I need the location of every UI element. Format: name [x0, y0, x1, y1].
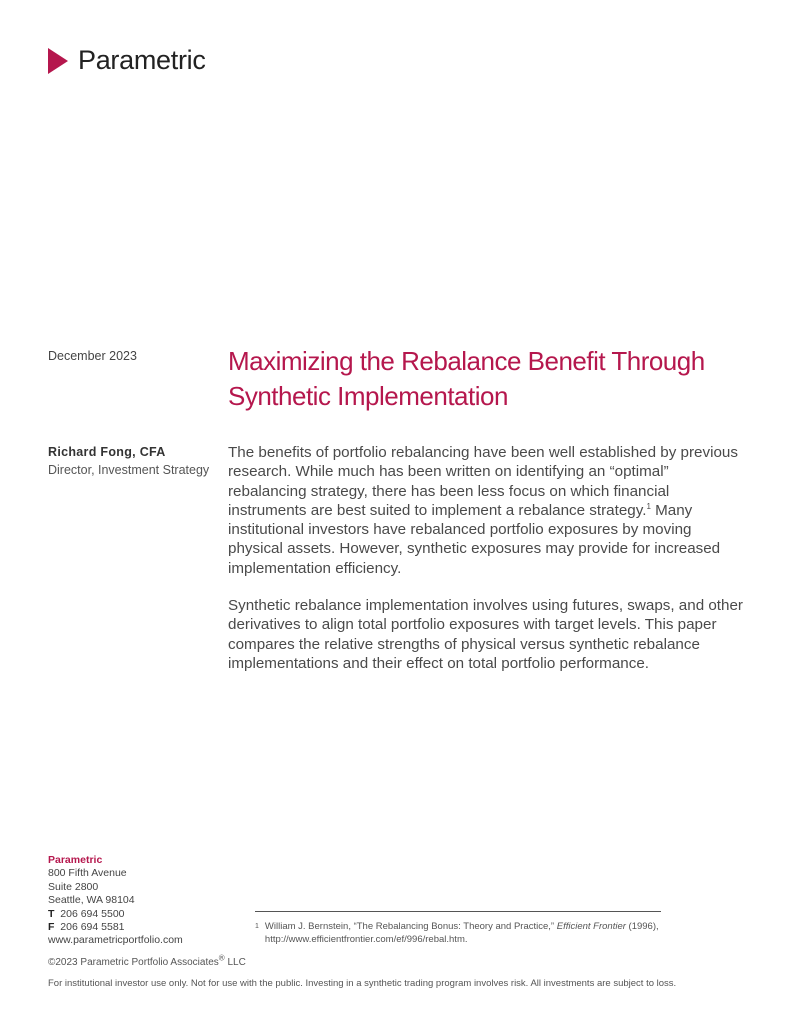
footnote-reference: 1: [646, 501, 651, 511]
publication-date: December 2023: [48, 349, 137, 363]
body-text: [228, 443, 748, 691]
page-title: Maximizing the Rebalance Benefit Through Synthetic Implementation: [228, 346, 705, 411]
paragraph-1: [228, 443, 748, 578]
fax-label: F: [48, 921, 55, 934]
company-name: Parametric: [48, 854, 103, 866]
footnote-journal: Efficient Frontier: [556, 921, 626, 932]
author-role: Director, Investment Strategy: [48, 463, 210, 477]
copyright: [48, 953, 246, 968]
logo-text: Parametric: [78, 45, 206, 75]
address-line-2: Suite 2800: [48, 880, 99, 893]
copyright-text: ©2023 Parametric Portfolio Associates: [48, 957, 219, 968]
paragraph-2: Synthetic rebalance implementation involves using futures, swaps, and other derivatives to align total portfolio exposures with target levels. This paper compares the relative strengths of physical versus synthetic rebalance implementations and their effect on total portfolio performance.: [228, 597, 743, 672]
author-name: Richard Fong, CFA: [48, 445, 166, 459]
address-line-1: 800 Fifth Avenue: [48, 867, 127, 880]
disclaimer: For institutional investor use only. Not for use with the public. Investing in a synthetic trading program involves risk. All investments are subject to loss.: [48, 978, 677, 989]
phone-number: 206 694 5500: [60, 907, 125, 920]
footnote: [255, 921, 675, 946]
registered-mark: ®: [218, 953, 225, 963]
copyright-suffix: LLC: [224, 957, 246, 968]
author-block: [48, 445, 209, 477]
footnote-number: 1: [255, 923, 259, 930]
parametric-logo: [48, 45, 206, 76]
footnote-text: William J. Bernstein, “The Rebalancing Bonus: Theory and Practice,”: [264, 921, 557, 932]
website-link[interactable]: www.parametricportfolio.com: [48, 934, 183, 947]
paragraph-1-text: The benefits of portfolio rebalancing have been well established by previous research. While much has been written on identifying an “optimal” rebalancing strategy, there has been less focus on which financial instruments are best suited to implement a rebalance strategy.: [228, 444, 738, 519]
address-line-3: Seattle, WA 98104: [48, 894, 135, 907]
footnote-body: [265, 921, 665, 946]
phone-label: T: [48, 907, 55, 920]
fax-line: [48, 921, 183, 934]
paragraph-1-continuation: Many institutional investors have rebalanced portfolio exposures by moving physical assets. However, synthetic exposures may provide for increased implementation efficiency.: [228, 501, 721, 577]
address-block: [48, 854, 183, 948]
logo-arrow-icon: [48, 48, 68, 74]
footnote-text-end: (1996), http://www.efficientfrontier.com/ef/996/rebal.htm.: [264, 921, 659, 945]
phone-line: [48, 908, 183, 921]
fax-number: 206 694 5581: [60, 921, 125, 934]
footnote-divider: [255, 911, 661, 912]
